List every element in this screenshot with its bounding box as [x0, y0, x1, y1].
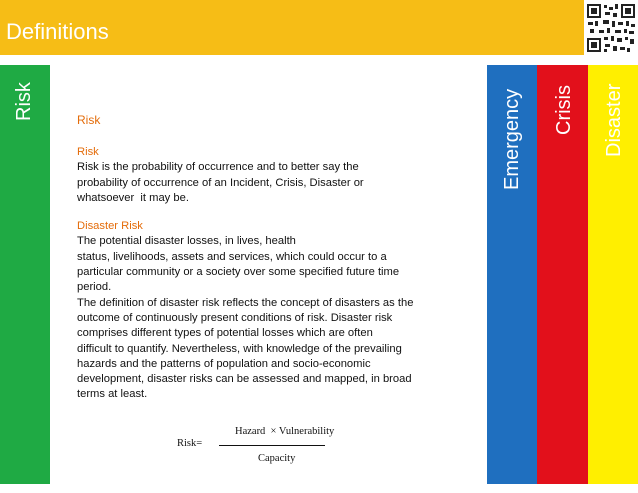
qr-code-icon	[585, 2, 637, 54]
risk-side-panel	[0, 65, 50, 484]
emergency-label: Emergency	[501, 88, 523, 190]
header-bar	[0, 0, 584, 55]
formula-lhs: Risk=	[177, 438, 203, 449]
risk-line: Risk is the probability of occurrence and to better say the	[77, 161, 359, 174]
disaster-label: Disaster	[603, 83, 625, 157]
disaster-risk-line: development, disaster risks can be assessed and mapped, in broad	[77, 373, 412, 386]
disaster-risk-line: The definition of disaster risk reflects the concept of disasters as the	[77, 296, 414, 309]
disaster-risk-line: status, livelihoods, assets and services, which could occur to a	[77, 250, 387, 263]
risk-heading: Risk	[77, 113, 101, 127]
disaster-risk-subheading: Disaster Risk	[77, 220, 143, 233]
formula-numerator: Hazard × Vulnerability	[235, 426, 335, 437]
risk-line: probability of occurrence of an Incident, Crisis, Disaster or	[77, 176, 364, 189]
formula-denominator: Capacity	[258, 453, 296, 464]
disaster-risk-line: outcome of continuously present conditions of risk. Disaster risk	[77, 311, 393, 324]
definitions-body	[77, 145, 487, 403]
crisis-label: Crisis	[553, 85, 575, 135]
disaster-risk-line: period.	[77, 281, 112, 294]
disaster-risk-line: hazards and the patterns of population and socio-economic	[77, 357, 371, 370]
disaster-panel	[588, 65, 638, 484]
disaster-risk-line: difficult to quantify. Nevertheless, with knowledge of the prevailing	[77, 342, 402, 355]
definitions-content	[52, 65, 487, 484]
disaster-risk-line: terms at least.	[77, 388, 148, 401]
risk-subheading: Risk	[77, 146, 99, 158]
disaster-risk-line: particular community or a society over some specified future time	[77, 266, 400, 279]
crisis-panel	[537, 65, 588, 484]
disaster-risk-line: comprises different types of potential losses which are often	[77, 327, 373, 340]
disaster-risk-line: The potential disaster losses, in lives, health	[77, 235, 296, 248]
page-title: Definitions	[6, 19, 109, 44]
risk-side-label: Risk	[13, 82, 35, 121]
emergency-panel	[487, 65, 537, 484]
risk-line: whatsoever it may be.	[77, 191, 189, 204]
formula-fraction-bar	[219, 445, 325, 446]
